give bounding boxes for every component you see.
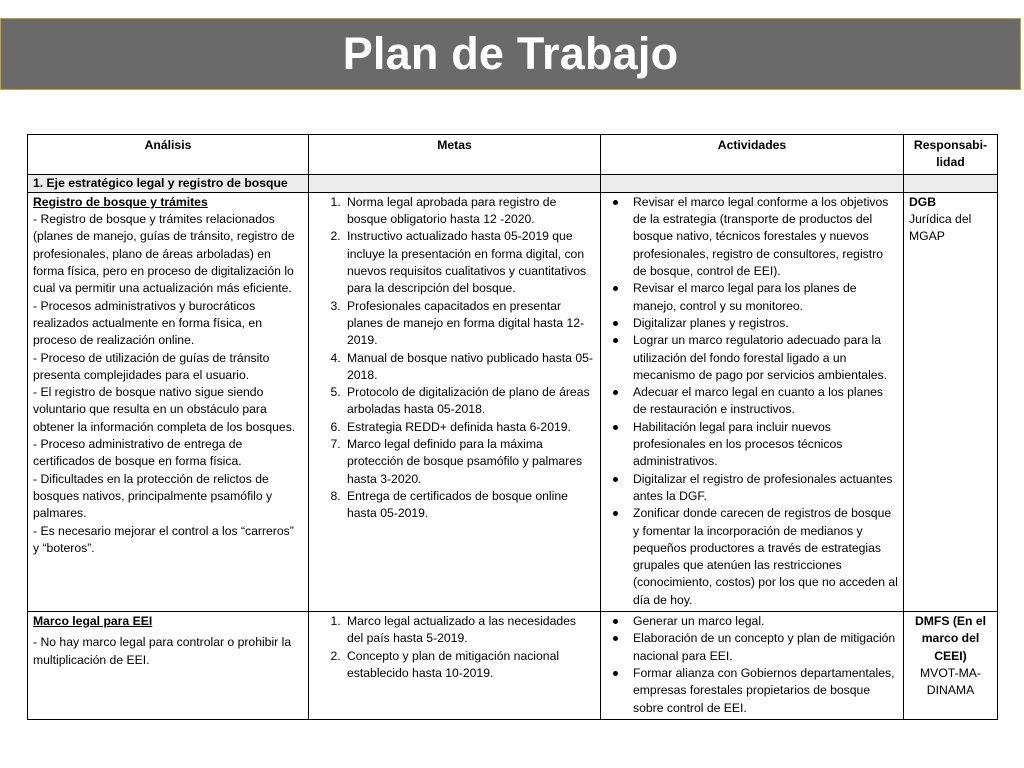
actividad-item: Habilitación legal para incluir nuevos profesionales en los procesos técnicos administrativos.	[628, 419, 898, 471]
axis-row	[28, 174, 998, 192]
analysis-line: - Procesos administrativos y burocráticos realizados actualmente en forma física, en proceso de realización online.	[33, 298, 262, 348]
table-row	[28, 192, 998, 611]
analysis-line: - No hay marco legal para controlar o prohibir la multiplicación de EEI.	[33, 635, 292, 667]
responsabilidad-cell	[904, 192, 998, 611]
meta-item: 5. Protocolo de digitalización de plano de áreas arboladas hasta 05-2018.	[344, 384, 595, 419]
axis-title: 1. Eje estratégico legal y registro de bosque	[28, 174, 309, 192]
meta-item: 7. Marco legal definido para la máxima protección de bosque psamófilo y palmares hasta 3-2020.	[344, 436, 595, 488]
responsabilidad-cell	[904, 612, 998, 720]
meta-item: 6. Estrategia REDD+ definida hasta 6-2019.	[344, 419, 595, 436]
actividades-cell	[601, 612, 904, 720]
header-metas: Metas	[309, 135, 601, 175]
actividad-item: Zonificar donde carecen de registros de bosque y fomentar la incorporación de medianos y pequeños productores a través de estrategias grupales que atenúen las restricciones (conocimiento, costos) por los que no acceden al día de hoy.	[628, 505, 898, 609]
meta-item: 3. Profesionales capacitados en presentar planes de manejo en forma digital hasta 12-2019.	[344, 298, 595, 350]
actividad-item: Adecuar el marco legal en cuanto a los planes de restauración e instructivos.	[628, 384, 898, 419]
meta-item: 2. Concepto y plan de mitigación nacional establecido hasta 10-2019.	[344, 648, 595, 683]
analysis-cell	[28, 612, 309, 720]
metas-list	[314, 194, 595, 523]
analysis-line: - Es necesario mejorar el control a los “carreros” y “boteros”.	[33, 523, 294, 555]
actividades-list	[606, 613, 898, 717]
resp-text: MVOT-MA-DINAMA	[920, 665, 981, 698]
meta-item: 4. Manual de bosque nativo publicado hasta 05-2018.	[344, 350, 595, 385]
metas-cell	[309, 192, 601, 611]
actividad-item: Generar un marco legal.	[628, 613, 898, 630]
analysis-line: - Proceso administrativo de entrega de certificados de bosque en forma física.	[33, 437, 243, 469]
axis-blank	[309, 174, 601, 192]
analysis-line: - El registro de bosque nativo sigue siendo voluntario que resulta en un obstáculo para obtener la información completa de los bosques.	[33, 385, 296, 434]
meta-item: 8. Entrega de certificados de bosque online hasta 05-2019.	[344, 488, 595, 523]
header-row	[28, 135, 998, 175]
actividades-cell	[601, 192, 904, 611]
meta-item: 2. Instructivo actualizado hasta 05-2019 que incluye la presentación en forma digital, con nuevos requisitos cualitativos y cuantitativos para la descripción del bosque.	[344, 228, 595, 297]
analysis-line: - Proceso de utilización de guías de tránsito presenta complejidades para el usuario.	[33, 350, 270, 382]
title-bar	[0, 18, 1021, 90]
analysis-line: - Dificultades en la protección de relictos de bosques nativos, principalmente psamófilo y palmares.	[33, 471, 273, 521]
analysis-title: Marco legal para EEI	[33, 614, 153, 629]
axis-blank	[601, 174, 904, 192]
header-analisis: Análisis	[28, 135, 309, 175]
metas-cell	[309, 612, 601, 720]
analysis-cell	[28, 192, 309, 611]
header-actividades: Actividades	[601, 135, 904, 175]
actividad-item: Formar alianza con Gobiernos departamentales, empresas forestales propietarios de bosque sobre control de EEI.	[628, 665, 898, 717]
metas-list	[314, 613, 595, 682]
header-responsabilidad: Responsabi- lidad	[904, 135, 998, 175]
actividades-list	[606, 194, 898, 609]
plan-table	[27, 134, 998, 720]
analysis-line: - Registro de bosque y trámites relacionados (planes de manejo, guías de tránsito, registro de profesionales, plano de áreas arboladas) en forma física, pero en proceso de digitalización lo cual va permitir una actualización más eficiente.	[33, 212, 295, 296]
page-title: Plan de Trabajo	[342, 28, 679, 79]
meta-item: 1. Norma legal aprobada para registro de bosque obligatorio hasta 12 -2020.	[344, 194, 595, 229]
actividad-item: Digitalizar planes y registros.	[628, 315, 898, 332]
resp-text: Jurídica del MGAP	[909, 212, 972, 244]
resp-bold: DMFS (En el marco del CEEI)	[914, 614, 987, 663]
meta-item: 1. Marco legal actualizado a las necesidades del país hasta 5-2019.	[344, 613, 595, 648]
actividad-item: Revisar el marco legal conforme a los objetivos de la estrategia (transporte de productos del bosque nativo, técnicos forestales y nuevos profesionales, registro de consultores, registro de bosque, control de EEI).	[628, 194, 898, 280]
actividad-item: Elaboración de un concepto y plan de mitigación nacional para EEI.	[628, 630, 898, 665]
analysis-title: Registro de bosque y trámites	[33, 194, 208, 209]
table-row	[28, 612, 998, 720]
resp-bold: DGB	[909, 194, 937, 209]
actividad-item: Digitalizar el registro de profesionales actuantes antes la DGF.	[628, 471, 898, 506]
axis-blank	[904, 174, 998, 192]
actividad-item: Revisar el marco legal para los planes de manejo, control y su monitoreo.	[628, 280, 898, 315]
actividad-item: Lograr un marco regulatorio adecuado para la utilización del fondo forestal ligado a un mecanismo de pago por servicios ambientales.	[628, 332, 898, 384]
